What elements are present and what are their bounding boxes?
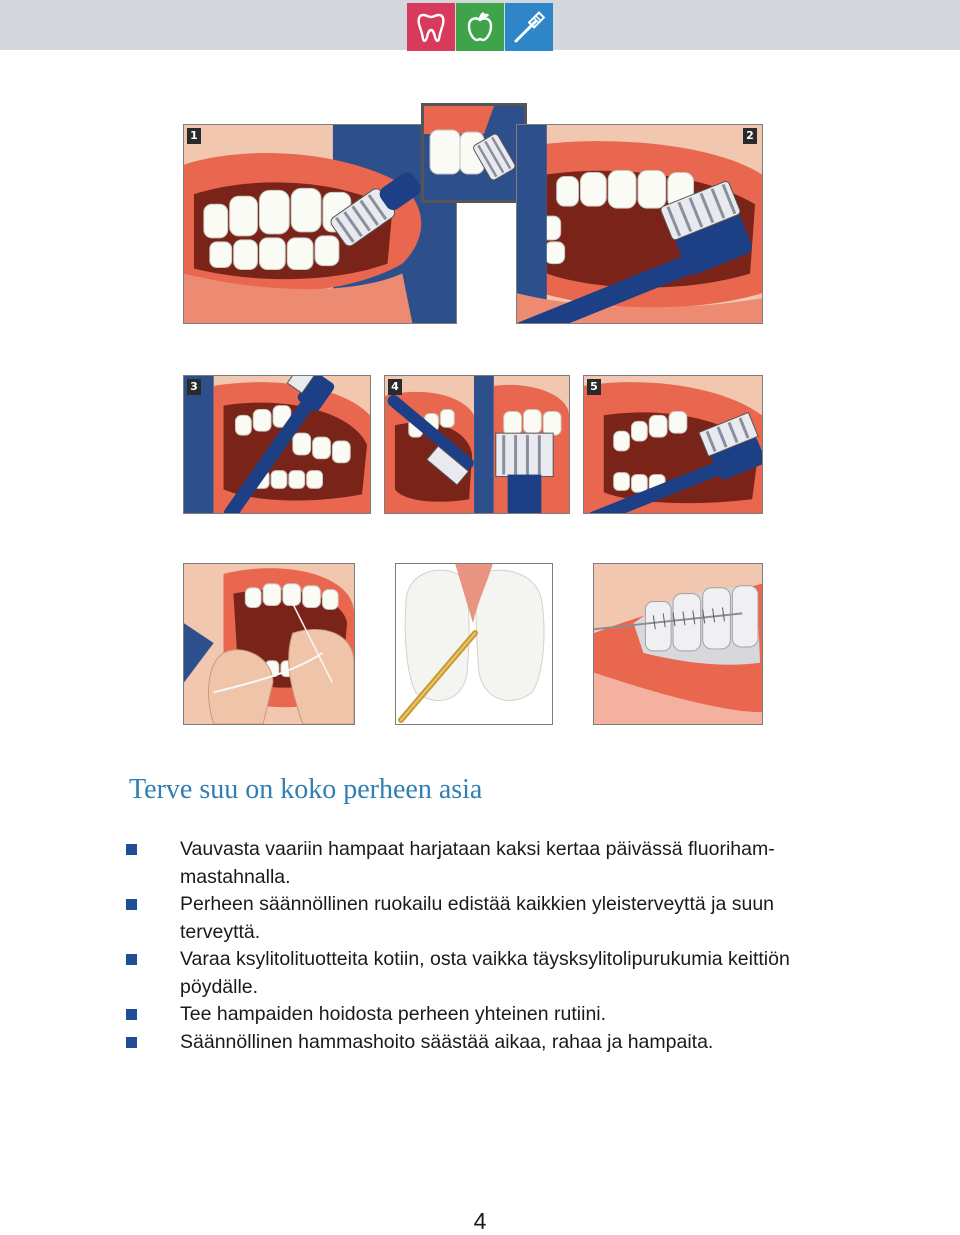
list-item-text: Varaa ksylitolituotteita kotiin, osta vaikka täysksylitolipurukumia keittiön pöydälle. [180,948,790,998]
bullet-square-icon [126,899,137,910]
step-label-1: 1 [187,128,201,144]
apple-icon [462,9,498,45]
brushing-figure-5 [583,375,763,514]
list-item [126,946,846,1001]
interdental-brush-figure [593,563,763,725]
step-label-2: 2 [743,128,757,144]
list-item-text: Vauvasta vaariin hampaat harjataan kaksi kertaa päivässä fluoriham-mastahnalla. [180,838,775,888]
toothpick-figure [395,563,553,725]
list-item [126,1001,846,1029]
brushing-figure-4 [384,375,570,514]
list-item [126,1029,846,1057]
bullet-square-icon [126,844,137,855]
bullet-square-icon [126,1009,137,1020]
step-label-5: 5 [587,379,601,395]
brushing-figure-3 [183,375,371,514]
brushing-figure-1 [183,124,457,324]
section-heading: Terve suu on koko perheen asia [129,774,483,805]
apple-badge [456,3,504,51]
bullet-list [126,836,846,1056]
brushing-detail-inset [421,103,527,203]
list-item [126,891,846,946]
toothbrush-icon [511,9,547,45]
step-label-3: 3 [187,379,201,395]
bullet-square-icon [126,1037,137,1048]
list-item-text: Säännöllinen hammashoito säästää aikaa, rahaa ja hampaita. [180,1030,714,1053]
brushing-figure-2 [516,124,763,324]
list-item-text: Perheen säännöllinen ruokailu edistää kaikkien yleisterveyttä ja suun terveyttä. [180,893,775,943]
tooth-badge [407,3,455,51]
list-item [126,836,846,891]
list-item-text: Tee hampaiden hoidosta perheen yhteinen rutiini. [180,1003,607,1025]
step-label-4: 4 [388,379,402,395]
bullet-square-icon [126,954,137,965]
toothbrush-badge [505,3,553,51]
page-number: 4 [473,1208,487,1234]
tooth-icon [413,9,449,45]
flossing-figure [183,563,355,725]
